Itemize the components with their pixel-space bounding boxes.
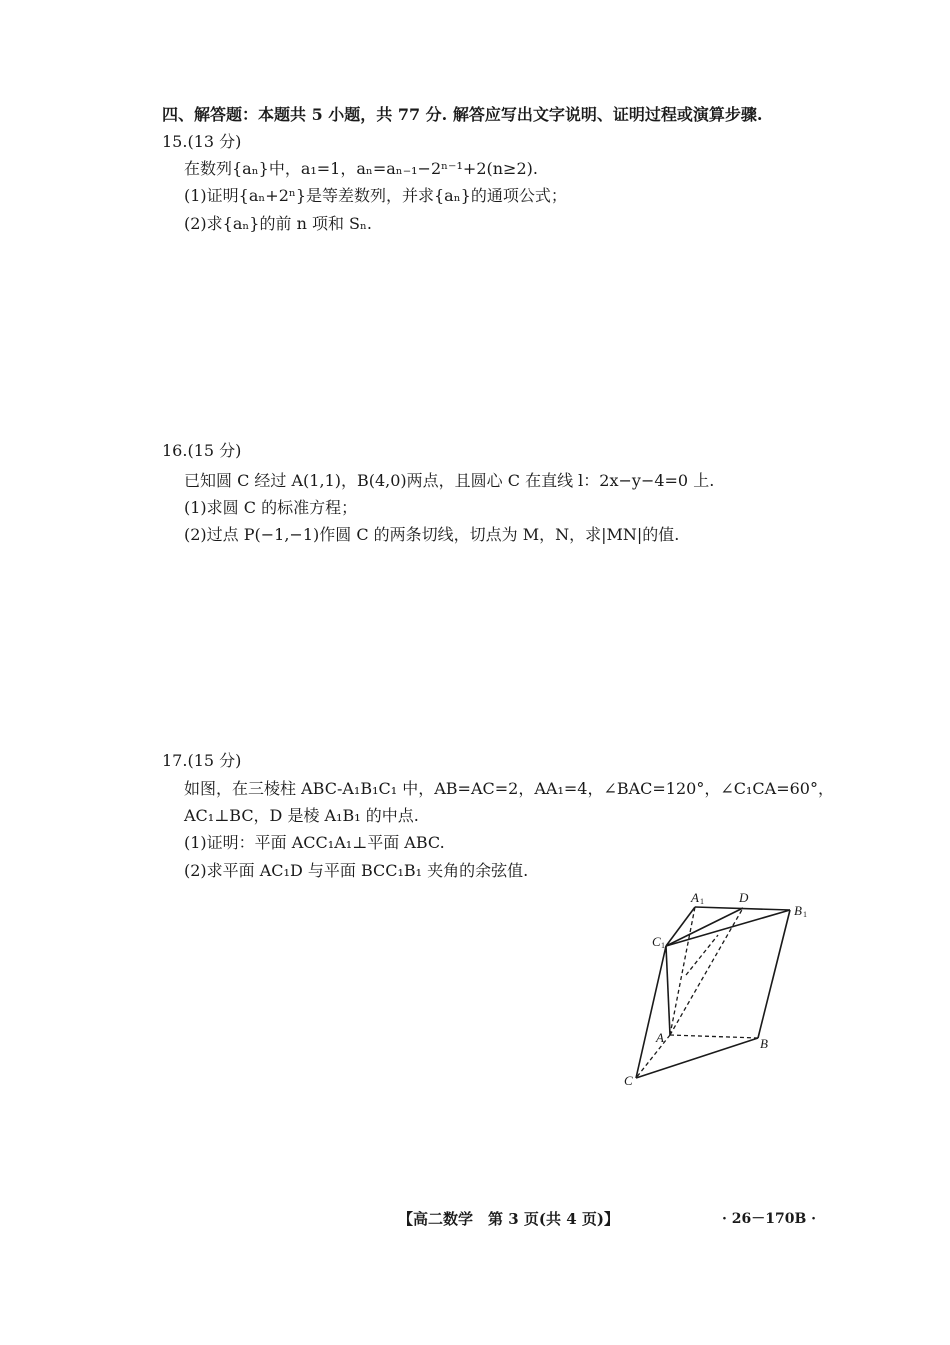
label-A1-sub: 1: [700, 897, 704, 906]
problem-15-stem: 在数列{aₙ}中，a₁=1，aₙ=aₙ₋₁−2ⁿ⁻¹+2(n≥2).: [184, 159, 538, 178]
edge-A-C1: [666, 946, 670, 1035]
problem-17-header: [162, 750, 241, 772]
label-A: A: [656, 1030, 664, 1045]
prism-figure: [600, 885, 830, 1095]
problem-17-stem-2: AC₁⊥BC，D 是棱 A₁B₁ 的中点.: [184, 806, 419, 825]
label-B1: B: [794, 903, 802, 918]
problem-points: (13 分): [187, 132, 242, 151]
problem-16-header: [162, 440, 241, 462]
problem-number: 16.: [162, 441, 188, 460]
label-C1-sub: 1: [661, 941, 665, 950]
problem-15-part-2: (2)求{aₙ}的前 n 项和 Sₙ.: [184, 214, 373, 233]
exam-code: · 26－170B ·: [722, 1211, 817, 1227]
problem-number: 15.: [162, 132, 188, 151]
problem-15-header: [162, 131, 241, 153]
edge-A-A1: [670, 907, 695, 1035]
problem-15-part-1: (1)证明{aₙ+2ⁿ}是等差数列，并求{aₙ}的通项公式；: [184, 186, 567, 205]
problem-16-stem: 已知圆 C 经过 A(1,1)，B(4,0)两点，且圆心 C 在直线 l：2x−y−4=0 上.: [184, 471, 715, 490]
label-C1: C: [652, 934, 661, 949]
problem-17-stem: 如图，在三棱柱 ABC-A₁B₁C₁ 中，AB=AC=2，AA₁=4，∠BAC=120°，∠C₁CA=60°，: [184, 779, 834, 798]
problem-points: (15 分): [187, 751, 242, 770]
problem-17-part-1: (1)证明：平面 ACC₁A₁⊥平面 ABC.: [184, 833, 445, 852]
page-footer: 【高二数学 第 3 页(共 4 页)】: [398, 1210, 619, 1228]
edge-B-B1: [758, 910, 790, 1038]
problem-points: (15 分): [187, 441, 242, 460]
edge-C1-A1: [666, 907, 695, 946]
edge-A-B: [670, 1035, 758, 1038]
problem-16-part-1: (1)求圆 C 的标准方程；: [184, 498, 358, 517]
label-D: D: [739, 890, 749, 905]
label-B: B: [760, 1036, 768, 1051]
problem-number: 17.: [162, 751, 188, 770]
label-A1: A: [691, 890, 699, 905]
label-C: C: [624, 1073, 633, 1088]
edge-A-D-mid: [686, 935, 718, 975]
edge-C-B: [636, 1038, 758, 1078]
problem-17-part-2: (2)求平面 AC₁D 与平面 BCC₁B₁ 夹角的余弦值.: [184, 861, 529, 880]
problem-16-part-2: (2)过点 P(−1,−1)作圆 C 的两条切线，切点为 M，N，求|MN|的值.: [184, 525, 680, 544]
section-title: 四、解答题：本题共 5 小题，共 77 分. 解答应写出文字说明、证明过程或演算步骤.: [162, 105, 763, 124]
label-B1-sub: 1: [803, 910, 807, 919]
